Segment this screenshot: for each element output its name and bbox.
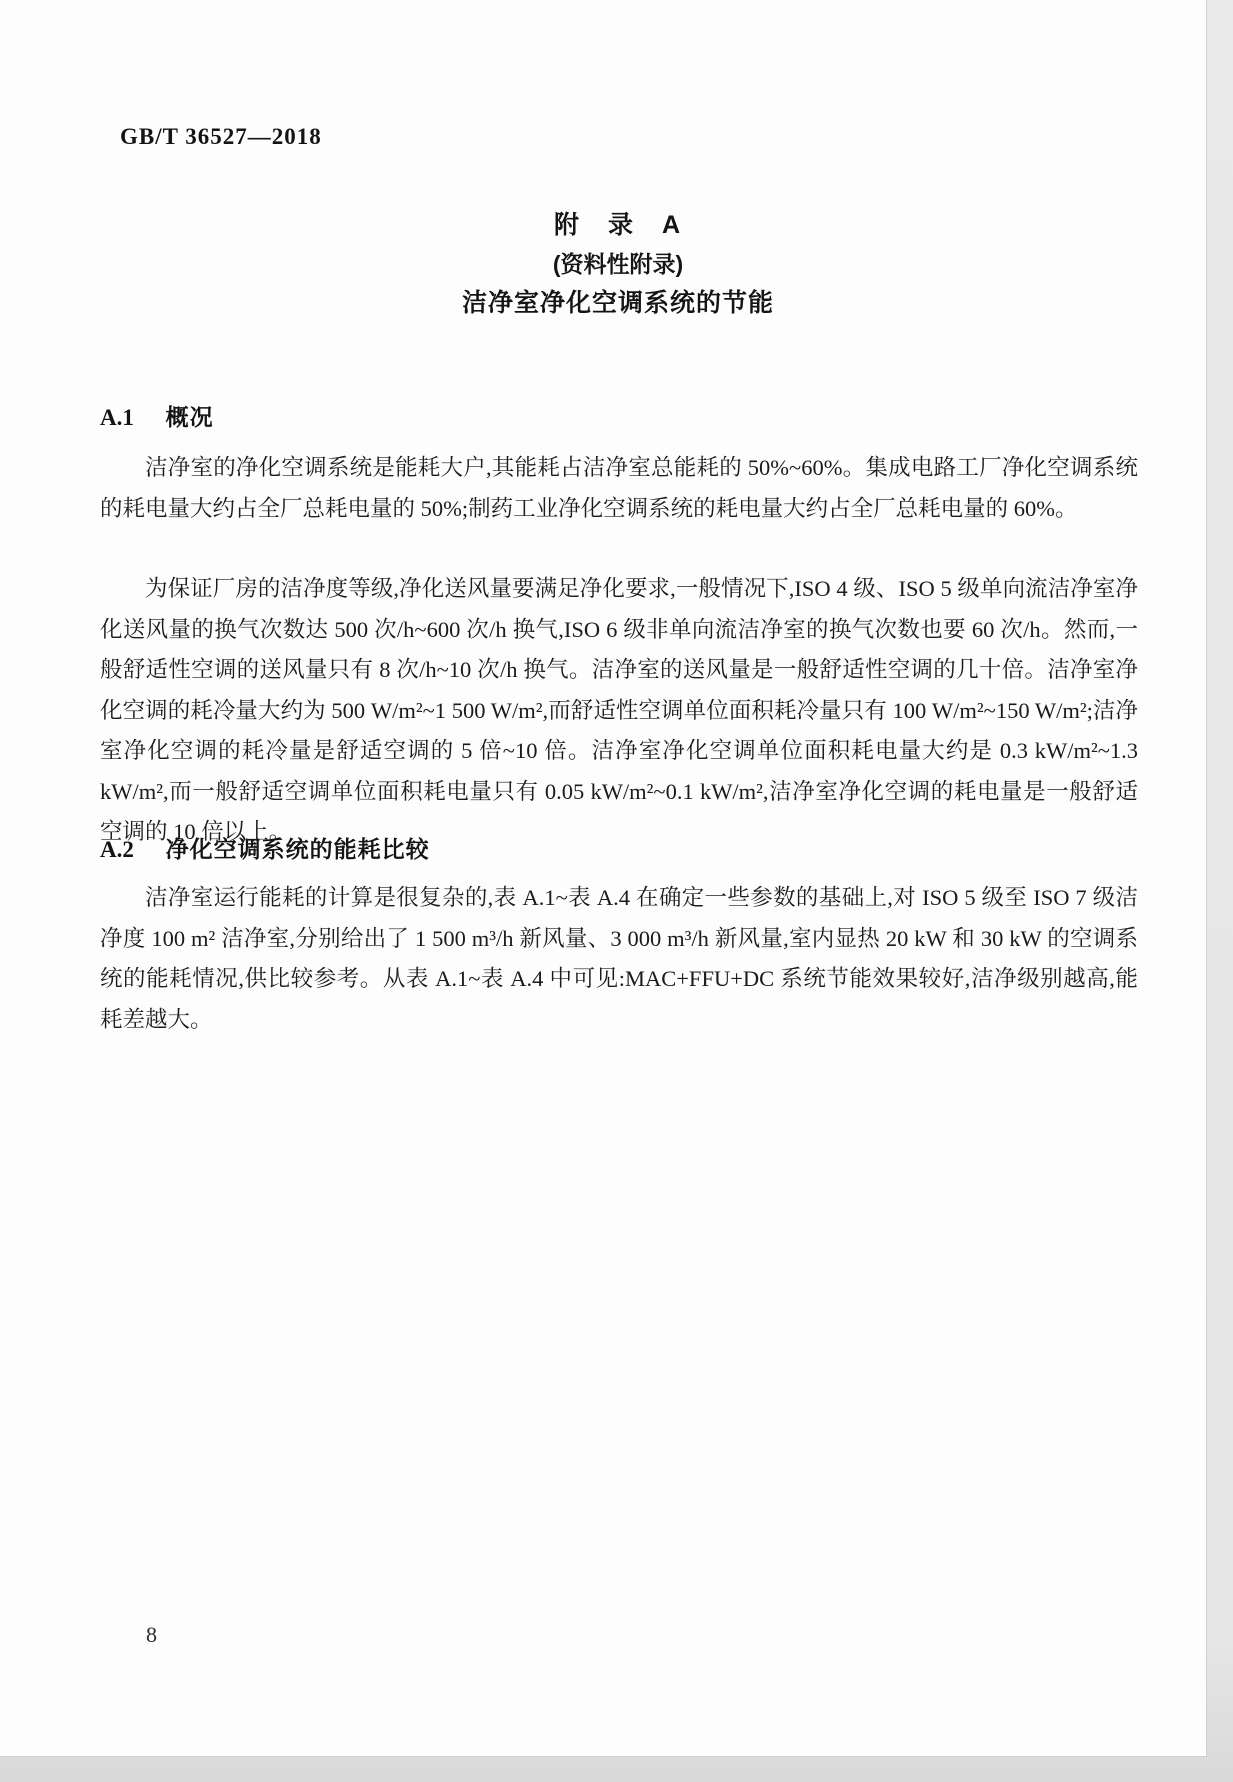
appendix-title-block [100, 206, 1136, 323]
section-heading-a1 [100, 399, 1136, 432]
section-number: A.2 [100, 837, 134, 862]
appendix-subject-title: 洁净室净化空调系统的节能 [461, 289, 774, 317]
standard-number-header: GB/T 36527—2018 [120, 124, 322, 149]
appendix-title-line: 附 录 A [553, 211, 683, 239]
section-number: A.1 [100, 405, 134, 430]
page-number: 8 [146, 1622, 157, 1647]
paragraph-a2-energy-comparison: 洁净室运行能耗的计算是很复杂的,表 A.1~表 A.4 在确定一些参数的基础上,对 ISO 5 级至 ISO 7 级洁净度 100 m² 洁净室,分别给出了 1 500 m³/h 新风量、3 000 m³/h 新风量,室内显热 20 kW 和 30 kW 的空调系统的能耗情况,供比较参考。从表 A.1~表 A.4 中可见:MAC+FFU+DC 系统节能效果较好,洁净级别越高,能耗差越大。 [100, 885, 1138, 1032]
paragraph-a1-overview-2: 为保证厂房的洁净度等级,净化送风量要满足净化要求,一般情况下,ISO 4 级、ISO 5 级单向流洁净室净化送风量的换气次数达 500 次/h~600 次/h 换气,ISO 6 级非单向流洁净室的换气次数也要 60 次/h。然而,一般舒适性空调的送风量只有 8 次/h~10 次/h 换气。洁净室的送风量是一般舒适性空调的几十倍。洁净室净化空调的耗冷量大约为 500 W/m²~1 500 W/m²,而舒适性空调单位面积耗冷量只有 100 W/m²~150 W/m²;洁净室净化空调的耗冷量是舒适空调的 5 倍~10 倍。洁净室净化空调单位面积耗电量大约是 0.3 kW/m²~1.3 kW/m²,而一般舒适空调单位面积耗电量只有 0.05 kW/m²~0.1 kW/m²,洁净室净化空调的耗电量是一般舒适空调的 10 倍以上。 [100, 576, 1138, 844]
section-heading-a2 [100, 831, 1136, 864]
section-title: 概况 [165, 404, 214, 430]
section-title: 净化空调系统的能耗比较 [165, 836, 430, 862]
paragraph-a1-overview-1: 洁净室的净化空调系统是能耗大户,其能耗占洁净室总能耗的 50%~60%。集成电路工厂净化空调系统的耗电量大约占全厂总耗电量的 50%;制药工业净化空调系统的耗电量大约占全厂总耗电量的 60%。 [100, 455, 1138, 521]
appendix-subtitle-informative: (资料性附录) [552, 251, 684, 277]
